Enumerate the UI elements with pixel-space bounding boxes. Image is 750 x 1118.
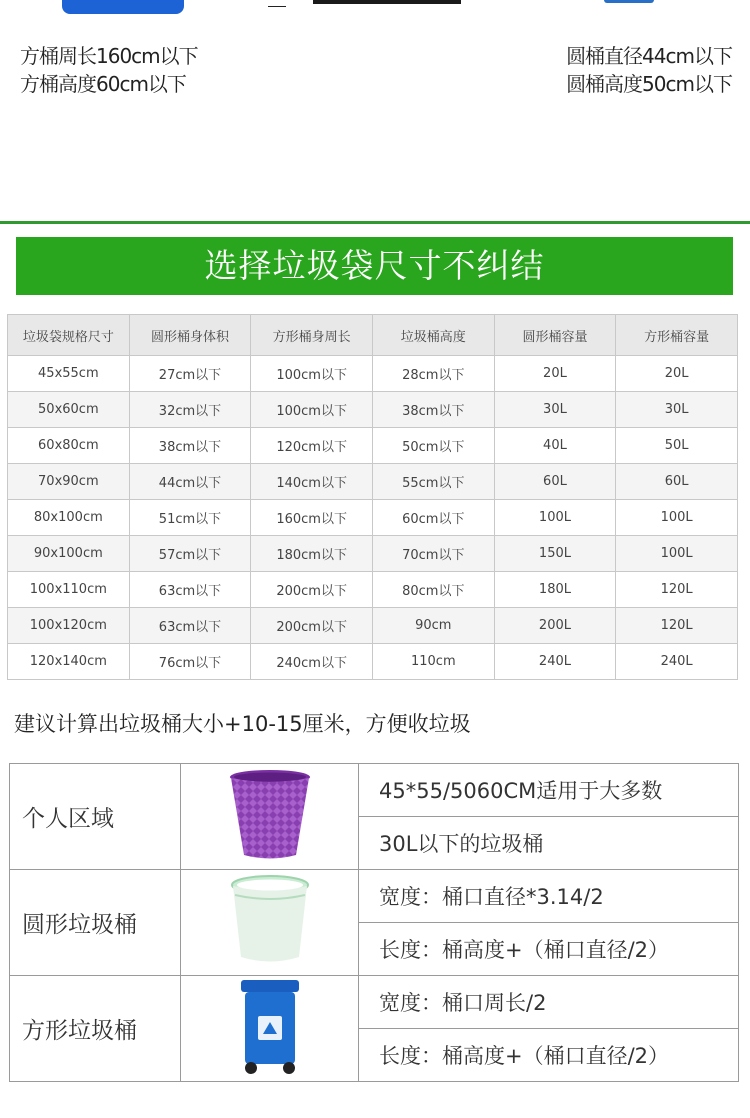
table-cell: 28cm以下: [372, 356, 494, 392]
table-cell: 240cm以下: [251, 644, 373, 680]
table-cell: 80cm以下: [372, 572, 494, 608]
section-banner: 选择垃圾袋尺寸不纠结: [16, 237, 733, 295]
table-cell: 30L: [616, 392, 738, 428]
table-cell: 140cm以下: [251, 464, 373, 500]
table-cell: 45x55cm: [8, 356, 130, 392]
table-cell: 240L: [616, 644, 738, 680]
table-cell: 51cm以下: [129, 500, 251, 536]
table-cell: 50L: [616, 428, 738, 464]
sizing-advice: 建议计算出垃圾桶大小+10-15厘米，方便收垃圾: [14, 712, 471, 736]
purple-wastebasket-icon: [225, 767, 315, 863]
table-row: [8, 572, 738, 608]
table-cell: 100L: [616, 500, 738, 536]
table-row: [8, 644, 738, 680]
section-divider: [0, 221, 750, 224]
usage-line: 宽度：桶口周长/2: [359, 976, 739, 1029]
product-image-strip: [0, 0, 750, 220]
table-cell: 50x60cm: [8, 392, 130, 428]
usage-line: 45*55/5060CM适用于大多数: [359, 764, 739, 817]
table-row: [8, 608, 738, 644]
table-cell: 180cm以下: [251, 536, 373, 572]
table-cell: 100cm以下: [251, 356, 373, 392]
table-cell: 50cm以下: [372, 428, 494, 464]
table-cell: 70x90cm: [8, 464, 130, 500]
round-bin-height: 圆桶高度50cm以下: [566, 72, 732, 96]
table-cell: 60x80cm: [8, 428, 130, 464]
round-bin-diameter: 圆桶直径44cm以下: [566, 44, 732, 68]
round-bin-icon: [225, 873, 315, 969]
table-cell: 57cm以下: [129, 536, 251, 572]
usage-line: 长度：桶高度+（桶口直径/2）: [359, 1029, 739, 1082]
usage-row-round: [10, 870, 739, 923]
table-body: [8, 356, 738, 680]
table-cell: 240L: [494, 644, 616, 680]
table-header-row: [8, 315, 738, 356]
table-row: [8, 536, 738, 572]
usage-area-label: 方形垃圾桶: [10, 976, 181, 1082]
table-cell: 27cm以下: [129, 356, 251, 392]
header-cell: 垃圾袋规格尺寸: [8, 315, 130, 356]
round-bin-image: [604, 0, 654, 3]
dark-bag-image: [313, 0, 461, 4]
table-cell: 160cm以下: [251, 500, 373, 536]
table-cell: 180L: [494, 572, 616, 608]
bag-size-table: [7, 314, 738, 680]
table-cell: 100L: [616, 536, 738, 572]
table-cell: 60cm以下: [372, 500, 494, 536]
table-cell: 120L: [616, 608, 738, 644]
usage-area-label: 个人区域: [10, 764, 181, 870]
usage-line: 长度：桶高度+（桶口直径/2）: [359, 923, 739, 976]
table-row: [8, 500, 738, 536]
table-cell: 40L: [494, 428, 616, 464]
header-cell: 方形桶容量: [616, 315, 738, 356]
usage-row-square: [10, 976, 739, 1029]
usage-area-label: 圆形垃圾桶: [10, 870, 181, 976]
square-bin-spec: [20, 42, 198, 98]
table-cell: 63cm以下: [129, 572, 251, 608]
table-cell: 200cm以下: [251, 572, 373, 608]
usage-image-cell: [181, 870, 359, 976]
square-bin-perimeter: 方桶周长160cm以下: [20, 44, 198, 68]
usage-table: [9, 763, 739, 1082]
table-cell: 20L: [494, 356, 616, 392]
usage-line: 宽度：桶口直径*3.14/2: [359, 870, 739, 923]
header-cell: 圆形桶容量: [494, 315, 616, 356]
usage-image-cell: [181, 764, 359, 870]
table-cell: 38cm以下: [372, 392, 494, 428]
table-cell: 30L: [494, 392, 616, 428]
table-cell: 120cm以下: [251, 428, 373, 464]
table-cell: 70cm以下: [372, 536, 494, 572]
table-cell: 32cm以下: [129, 392, 251, 428]
table-cell: 120L: [616, 572, 738, 608]
table-cell: 76cm以下: [129, 644, 251, 680]
table-cell: 80x100cm: [8, 500, 130, 536]
table-row: [8, 356, 738, 392]
table-cell: 200cm以下: [251, 608, 373, 644]
table-cell: 44cm以下: [129, 464, 251, 500]
table-row: [8, 392, 738, 428]
table-cell: 90x100cm: [8, 536, 130, 572]
square-bin-height: 方桶高度60cm以下: [20, 72, 186, 96]
table-cell: 60L: [494, 464, 616, 500]
table-cell: 63cm以下: [129, 608, 251, 644]
table-cell: 55cm以下: [372, 464, 494, 500]
table-cell: 100x120cm: [8, 608, 130, 644]
table-row: [8, 464, 738, 500]
header-cell: 方形桶身周长: [251, 315, 373, 356]
table-cell: 90cm: [372, 608, 494, 644]
table-cell: 100x110cm: [8, 572, 130, 608]
table-cell: 38cm以下: [129, 428, 251, 464]
usage-image-cell: [181, 976, 359, 1082]
divider-stub: [268, 0, 286, 7]
table-cell: 100L: [494, 500, 616, 536]
blue-square-bin-image: [62, 0, 184, 14]
usage-line: 30L以下的垃圾桶: [359, 817, 739, 870]
table-cell: 200L: [494, 608, 616, 644]
header-cell: 垃圾桶高度: [372, 315, 494, 356]
table-cell: 100cm以下: [251, 392, 373, 428]
table-cell: 60L: [616, 464, 738, 500]
header-cell: 圆形桶身体积: [129, 315, 251, 356]
usage-row-personal: [10, 764, 739, 817]
table-cell: 120x140cm: [8, 644, 130, 680]
table-cell: 150L: [494, 536, 616, 572]
table-cell: 20L: [616, 356, 738, 392]
table-cell: 110cm: [372, 644, 494, 680]
wheelie-bin-icon: [235, 978, 305, 1076]
table-row: [8, 428, 738, 464]
round-bin-spec: [566, 42, 732, 98]
